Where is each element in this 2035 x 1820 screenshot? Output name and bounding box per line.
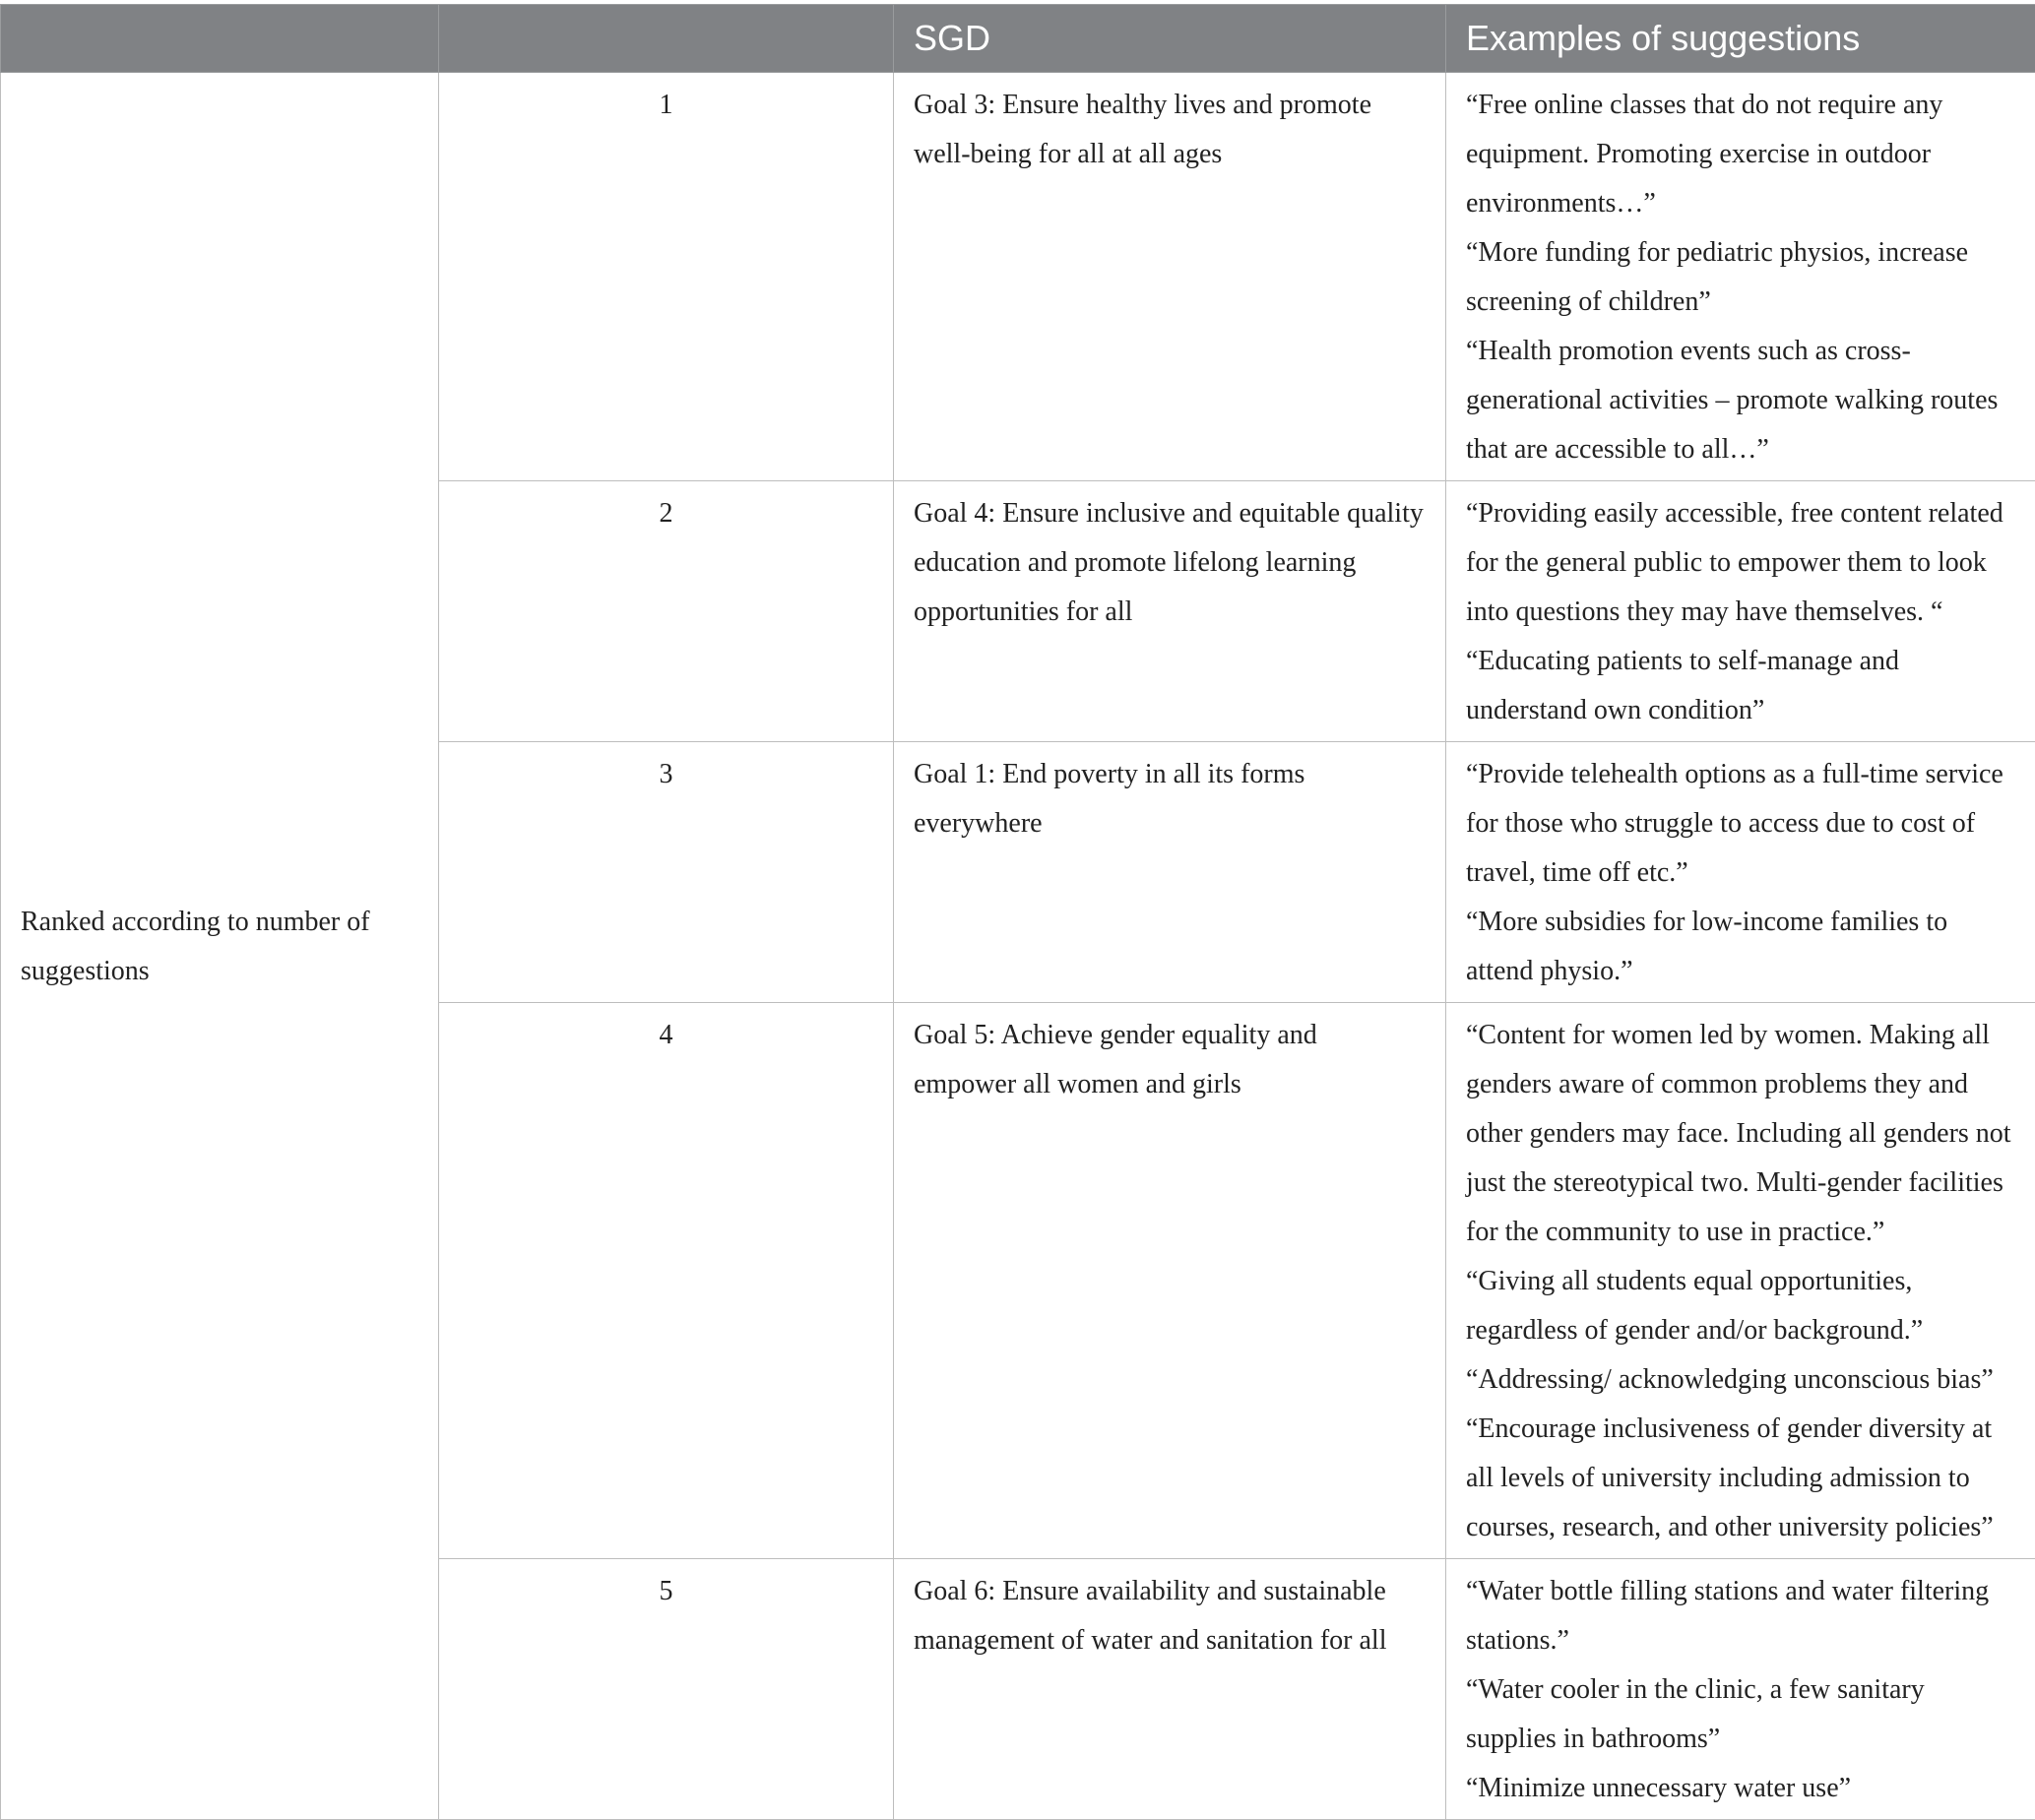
- table-header: [1, 5, 2035, 73]
- suggestion-quote: “Minimize unnecessary water use”: [1466, 1764, 2015, 1813]
- suggestion-quote: “Water cooler in the clinic, a few sanitary supplies in bathrooms”: [1466, 1665, 2015, 1764]
- rank-cell: 2: [439, 481, 894, 742]
- rank-cell: 5: [439, 1559, 894, 1820]
- suggestion-quote: “Free online classes that do not require any equipment. Promoting exercise in outdoor environments…”: [1466, 81, 2015, 228]
- suggestion-quote: “Health promotion events such as cross-generational activities – promote walking routes that are accessible to all…”: [1466, 327, 2015, 474]
- examples-cell: [1446, 742, 2035, 1003]
- suggestion-quote: “Content for women led by women. Making all genders aware of common problems they and other genders may face. Including all genders not just the stereotypical two. Multi-gender facilities for the community to use in practice.”: [1466, 1011, 2015, 1257]
- header-row: [1, 5, 2035, 73]
- suggestion-quote: “Addressing/ acknowledging unconscious bias”: [1466, 1355, 2015, 1405]
- goal-cell: Goal 6: Ensure availability and sustainable management of water and sanitation for all: [894, 1559, 1446, 1820]
- header-sgd: SGD: [894, 5, 1446, 73]
- header-empty-1: [1, 5, 439, 73]
- examples-cell: [1446, 1559, 2035, 1820]
- table-body: [1, 73, 2035, 1820]
- examples-cell: [1446, 73, 2035, 481]
- suggestion-quote: “Encourage inclusiveness of gender diversity at all levels of university including admission to courses, research, and other university policies”: [1466, 1405, 2015, 1552]
- suggestion-quote: “Provide telehealth options as a full-time service for those who struggle to access due to cost of travel, time off etc.”: [1466, 750, 2015, 898]
- header-empty-2: [439, 5, 894, 73]
- goal-cell: Goal 1: End poverty in all its forms everywhere: [894, 742, 1446, 1003]
- suggestion-quote: “Giving all students equal opportunities, regardless of gender and/or background.”: [1466, 1257, 2015, 1355]
- examples-cell: [1446, 1003, 2035, 1559]
- suggestion-quote: “Water bottle filling stations and water filtering stations.”: [1466, 1567, 2015, 1665]
- row-group-label: Ranked according to number of suggestions: [1, 73, 439, 1820]
- suggestion-quote: “More funding for pediatric physios, increase screening of children”: [1466, 228, 2015, 327]
- goal-cell: Goal 4: Ensure inclusive and equitable quality education and promote lifelong learning opportunities for all: [894, 481, 1446, 742]
- table-row: [1, 73, 2035, 481]
- suggestion-quote: “More subsidies for low-income families to attend physio.”: [1466, 898, 2015, 996]
- suggestion-quote: “Providing easily accessible, free content related for the general public to empower them to look into questions they may have themselves. “: [1466, 489, 2015, 637]
- examples-cell: [1446, 481, 2035, 742]
- rank-cell: 4: [439, 1003, 894, 1559]
- suggestion-quote: “Educating patients to self-manage and understand own condition”: [1466, 637, 2015, 735]
- header-examples: Examples of suggestions: [1446, 5, 2035, 73]
- goal-cell: Goal 3: Ensure healthy lives and promote well-being for all at all ages: [894, 73, 1446, 481]
- rank-cell: 3: [439, 742, 894, 1003]
- rank-cell: 1: [439, 73, 894, 481]
- goal-cell: Goal 5: Achieve gender equality and empower all women and girls: [894, 1003, 1446, 1559]
- sdg-suggestions-table: [0, 4, 2035, 1820]
